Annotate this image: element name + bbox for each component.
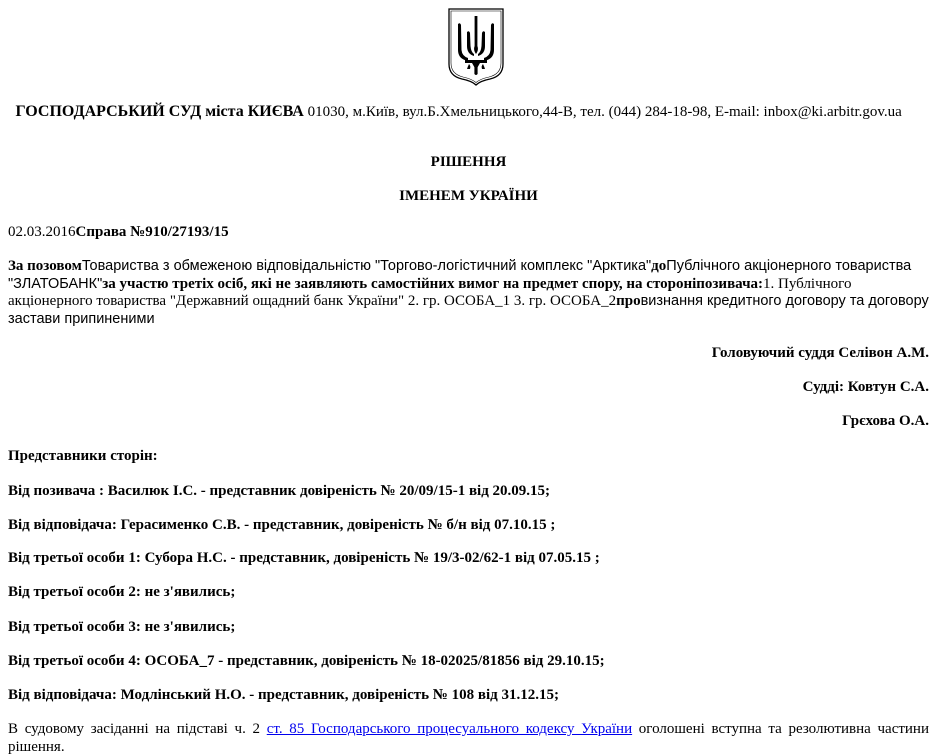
judge-third: Грєхова О.А. <box>842 413 929 429</box>
representative-item: Від відповідача: Герасименко С.В. - представник, довіреність № б/н від 07.10.15 ; <box>8 517 556 533</box>
representative-item: Від третьої особи 1: Субора Н.С. - представник, довіреність № 19/3-02/62-1 від 07.05.15 ; <box>8 550 600 566</box>
representatives-heading: Представники сторін: <box>8 448 158 464</box>
representative-item: Від позивача : Василюк І.С. - представник довіреність № 20/09/15-1 від 20.09.15; <box>8 483 551 499</box>
claim-subject: визнання кредитного договору та договору застави припиненими <box>8 293 929 327</box>
representative-item: Від відповідача: Модлінський Н.О. - представник, довіреність № 108 від 31.12.15; <box>8 687 559 703</box>
claim-paragraph <box>8 258 929 328</box>
coat-of-arms-icon <box>446 6 506 86</box>
judges-line: Судді: Ковтун С.А. <box>802 379 929 395</box>
claim-label: За позовом <box>8 258 82 274</box>
case-number: Справа №910/27193/15 <box>75 224 229 240</box>
court-name: ГОСПОДАРСЬКИЙ СУД міста КИЄВА <box>15 103 304 120</box>
plaintiff-name: Товариства з обмеженою відповідальністю "Торгово-логістичний комплекс "Арктика" <box>81 258 652 274</box>
subject-label: про <box>616 293 641 309</box>
court-header <box>8 103 929 121</box>
procedural-code-link[interactable]: ст. 85 Господарського процесуального кодексу України <box>266 721 633 737</box>
representative-item: Від третьої особи 3: не з'явились; <box>8 619 236 635</box>
defendant-name: Публічного акціонерного товариства "ЗЛАТОБАНК" <box>8 258 912 292</box>
third-parties: 1. Публічного акціонерного товариства "Державний ощадний банк України" 2. гр. ОСОБА_1 3. гр. ОСОБА_2 <box>8 275 852 309</box>
document-title: РІШЕННЯ <box>430 154 507 170</box>
representative-item: Від третьої особи 2: не з'явились; <box>8 584 236 600</box>
third-parties-label: за участю третіх осіб, які не заявляють самостійних вимог на предмет спору, на стороніпозивача: <box>102 275 764 292</box>
to-label: до <box>651 258 667 274</box>
document-subtitle: ІМЕНЕМ УКРАЇНИ <box>399 188 538 204</box>
case-line <box>8 223 929 241</box>
closing-text-after: оголошені вступна та резолютивна частини рішення. <box>8 721 929 755</box>
presiding-judge: Головуючий суддя Селівон А.М. <box>711 345 929 361</box>
court-address: 01030, м.Київ, вул.Б.Хмельницького,44-В, тел. (044) 284-18-98, E-mail: inbox@ki.arbitr.gov.ua <box>307 104 902 120</box>
representative-item: Від третьої особи 4: ОСОБА_7 - представник, довіреність № 18-02025/81856 від 29.10.15; <box>8 653 605 669</box>
closing-text-before: В судовому засіданні на підставі ч. 2 <box>8 721 267 737</box>
case-date: 02.03.2016 <box>8 224 76 240</box>
